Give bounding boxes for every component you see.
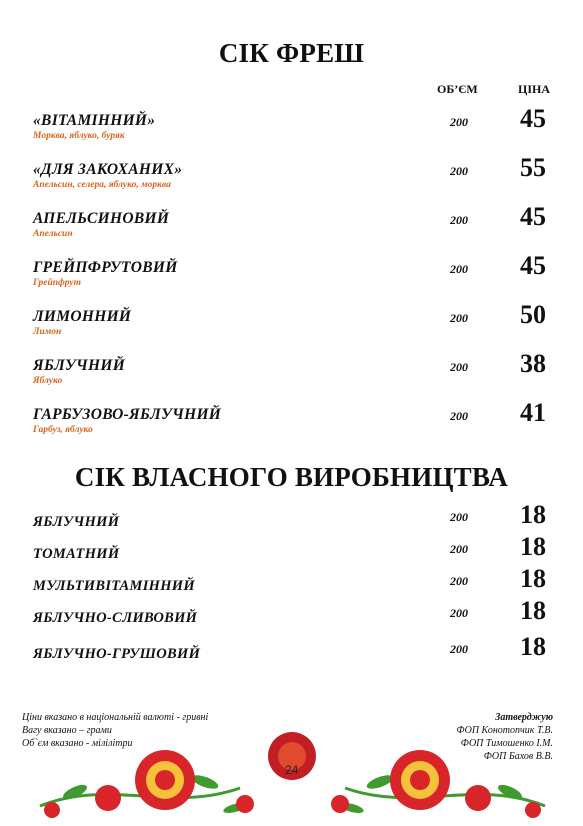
item-name: ЯБЛУЧНО-СЛИВОВИЙ	[33, 610, 198, 626]
column-header-volume: ОБ’ЄМ	[437, 82, 478, 96]
item-name: ЛИМОННИЙ	[33, 308, 132, 325]
footer-note: Ціни вказано в національній валюті - гривні	[22, 712, 209, 723]
item-price: 50	[520, 300, 546, 329]
item-name: МУЛЬТИВІТАМІННИЙ	[33, 578, 195, 594]
item-price: 45	[520, 104, 546, 133]
section-title-own-production: СІК ВЛАСНОГО ВИРОБНИЦТВА	[74, 462, 509, 492]
section-title-fresh: СІК ФРЕШ	[218, 38, 365, 68]
item-ingredients: Яблуко	[33, 376, 63, 386]
footer-note: Об`єм вказано - мілілітри	[22, 738, 133, 749]
approval-heading: Затверджую	[495, 712, 553, 723]
item-name: ГРЕЙПФРУТОВИЙ	[33, 259, 178, 276]
item-price: 18	[520, 564, 546, 593]
item-ingredients: Морква, яблуко, буряк	[33, 131, 125, 141]
item-price: 18	[520, 532, 546, 561]
item-name: ЯБЛУЧНИЙ	[33, 357, 126, 374]
footer-note: Вагу вказано – грами	[22, 725, 112, 736]
item-volume: 200	[450, 262, 468, 276]
item-price: 18	[520, 596, 546, 625]
item-name: ЯБЛУЧНИЙ	[33, 514, 120, 530]
item-price: 45	[520, 202, 546, 231]
item-price: 18	[520, 632, 546, 661]
item-volume: 200	[450, 311, 468, 325]
item-ingredients: Апельсин, селера, яблуко, морква	[33, 180, 171, 190]
item-volume: 200	[450, 213, 468, 227]
item-name: «ДЛЯ ЗАКОХАНИХ»	[33, 161, 183, 178]
item-ingredients: Лимон	[33, 327, 62, 337]
page-number: 24	[285, 763, 299, 777]
item-price: 41	[520, 398, 546, 427]
item-volume: 200	[450, 642, 468, 656]
item-volume: 200	[450, 542, 468, 556]
item-volume: 200	[450, 510, 468, 524]
item-volume: 200	[450, 574, 468, 588]
approval-signatory: ФОП Тимошенко І.М.	[460, 738, 553, 749]
item-ingredients: Гарбуз, яблуко	[33, 425, 93, 435]
item-volume: 200	[450, 115, 468, 129]
item-name: АПЕЛЬСИНОВИЙ	[33, 210, 170, 227]
approval-signatory: ФОП Бахов В.В.	[483, 751, 553, 762]
item-price: 45	[520, 251, 546, 280]
item-volume: 200	[450, 360, 468, 374]
item-name: ГАРБУЗОВО-ЯБЛУЧНИЙ	[33, 406, 222, 423]
item-price: 18	[520, 500, 546, 529]
item-volume: 200	[450, 606, 468, 620]
item-ingredients: Грейпфрут	[33, 278, 82, 288]
item-name: ЯБЛУЧНО-ГРУШОВИЙ	[33, 646, 201, 662]
item-price: 55	[520, 153, 546, 182]
footer-approval	[456, 711, 553, 763]
item-name: «ВІТАМІННИЙ»	[33, 112, 156, 129]
item-name: ТОМАТНИЙ	[33, 546, 120, 562]
approval-signatory: ФОП Конотопчик Т.В.	[456, 725, 553, 736]
item-volume: 200	[450, 164, 468, 178]
item-ingredients: Апельсин	[33, 229, 73, 239]
footer-notes	[22, 711, 208, 750]
column-header-price: ЦІНА	[518, 82, 551, 96]
item-volume: 200	[450, 409, 468, 423]
item-price: 38	[520, 349, 546, 378]
